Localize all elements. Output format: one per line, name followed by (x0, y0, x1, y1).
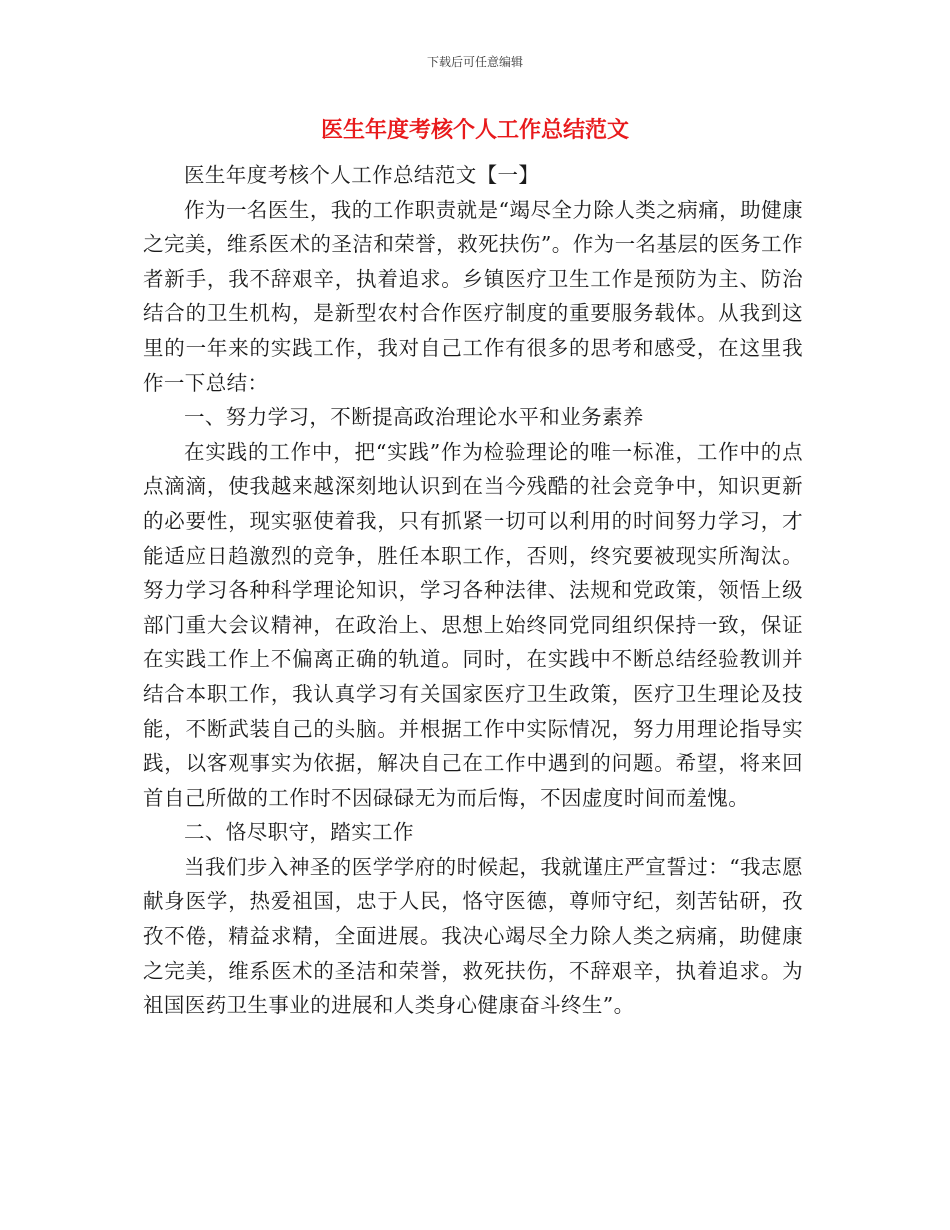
section-heading-part-one: 医生年度考核个人工作总结范文【一】 (184, 163, 540, 187)
header-note: 下载后可任意编辑 (426, 55, 523, 69)
section-heading-study: 一、努力学习，不断提高政治理论水平和业务素养 (184, 405, 644, 430)
intro-paragraph: 作为一名医生，我的工作职责就是“竭尽全力除人类之病痛，助健康之完美，维系医术的圣洁和荣誉，救死扶伤”。作为一名基层的医务工作者新手，我不辞艰辛，执着追求。乡镇医疗卫生工作是预防为主、防治结合的卫生机构，是新型农村合作医疗制度的重要服务载体。从我到这里的一年来的实践工作，我对自己工作有很多的思考和感受，在这里我作一下总结： (143, 197, 803, 395)
section-heading-duty: 二、恪尽职守，踏实工作 (184, 820, 414, 845)
document-title: 医生年度考核个人工作总结范文 (320, 117, 629, 143)
study-paragraph: 在实践的工作中，把“实践”作为检验理论的唯一标准，工作中的点点滴滴，使我越来越深刻地认识到在当今残酷的社会竞争中，知识更新的必要性，现实驱使着我，只有抓紧一切可以利用的时间努力学习，才能适应日趋激烈的竞争，胜任本职工作，否则，终究要被现实所淘汰。努力学习各种科学理论知识，学习各种法律、法规和党政策，领悟上级部门重大会议精神，在政治上、思想上始终同党同组织保持一致，保证在实践工作上不偏离正确的轨道。同时，在实践中不断总结经验教训并结合本职工作，我认真学习有关国家医疗卫生政策，医疗卫生理论及技能，不断武装自己的头脑。并根据工作中实际情况，努力用理论指导实践，以客观事实为依据，解决自己在工作中遇到的问题。希望，将来回首自己所做的工作时不因碌碌无为而后悔，不因虚度时间而羞愧。 (143, 439, 803, 810)
document-body (143, 158, 803, 1023)
duty-paragraph: 当我们步入神圣的医学学府的时候起，我就谨庄严宣誓过：“我志愿献身医学，热爱祖国，忠于人民，恪守医德，尊师守纪，刻苦钻研，孜孜不倦，精益求精，全面进展。我决心竭尽全力除人类之病痛，助健康之完美，维系医术的圣洁和荣誉，救死扶伤，不辞艰辛，执着追求。为祖国医药卫生事业的进展和人类身心健康奋斗终生”。 (143, 854, 803, 1018)
